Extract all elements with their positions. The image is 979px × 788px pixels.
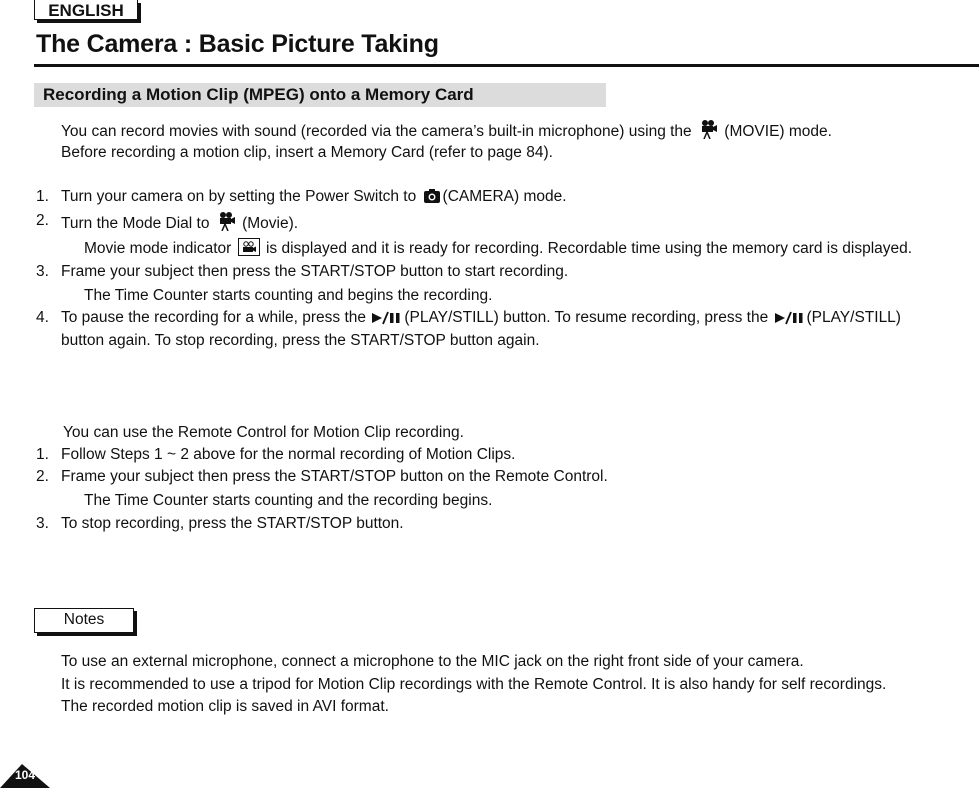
language-badge: ENGLISH [34, 0, 138, 20]
note-3: The recorded motion clip is saved in AVI format. [61, 698, 389, 715]
movie-camera-icon [698, 119, 718, 145]
step-4-text: To pause the recording for a while, press the [61, 309, 367, 326]
step-1 [61, 187, 567, 210]
step-2-note-text-end: is displayed and it is ready for recording. Recordable time using the memory card is displayed. [265, 240, 913, 257]
intro-line-1 [61, 119, 832, 145]
step-3: Frame your subject then press the START/STOP button to start recording. [61, 263, 569, 280]
step-2-text-end: (Movie). [242, 215, 299, 232]
step-3-note: The Time Counter starts counting and begins the recording. [84, 287, 493, 304]
camera-icon [423, 188, 441, 210]
step-2-note-text: Movie mode indicator [84, 240, 232, 257]
remote-step-1: Follow Steps 1 ~ 2 above for the normal recording of Motion Clips. [61, 446, 516, 463]
step-number: 2. [36, 212, 49, 229]
remote-step-3: To stop recording, press the START/STOP button. [61, 515, 404, 532]
title-rule [34, 64, 979, 67]
step-number: 3. [36, 515, 49, 532]
remote-intro: You can use the Remote Control for Motion Clip recording. [63, 424, 464, 441]
step-number: 2. [36, 468, 49, 485]
remote-step-2: Frame your subject then press the START/STOP button on the Remote Control. [61, 468, 608, 485]
note-1: To use an external microphone, connect a microphone to the MIC jack on the right front side of your camera. [61, 653, 804, 670]
notes-label: Notes [34, 608, 134, 633]
play-pause-icon [372, 311, 402, 331]
intro-line-2: Before recording a motion clip, insert a Memory Card (refer to page 84). [61, 144, 553, 161]
step-4 [61, 308, 901, 331]
step-1-text-end: (CAMERA) mode. [442, 188, 567, 205]
step-2 [61, 211, 298, 237]
intro-text-end: (MOVIE) mode. [724, 123, 832, 140]
section-title: Recording a Motion Clip (MPEG) onto a Memory Card [43, 85, 474, 104]
movie-camera-icon [216, 211, 236, 237]
step-2-text: Turn the Mode Dial to [61, 215, 210, 232]
note-2: It is recommended to use a tripod for Motion Clip recordings with the Remote Control. It is also handy for self recordings. [61, 676, 887, 693]
step-4-text-mid: (PLAY/STILL) button. To resume recording, press the [404, 309, 769, 326]
page-number: 104 [14, 768, 36, 782]
step-4-line-2: button again. To stop recording, press the START/STOP button again. [61, 332, 540, 349]
page-title: The Camera : Basic Picture Taking [36, 30, 439, 58]
step-number: 4. [36, 309, 49, 326]
step-4-text-end: (PLAY/STILL) [806, 309, 901, 326]
intro-text: You can record movies with sound (recorded via the camera’s built-in microphone) using the [61, 123, 692, 140]
step-number: 3. [36, 263, 49, 280]
movie-mode-indicator-icon [238, 238, 260, 262]
step-number: 1. [36, 188, 49, 205]
play-pause-icon [775, 311, 805, 331]
step-1-text: Turn your camera on by setting the Power Switch to [61, 188, 417, 205]
step-2-note [84, 238, 912, 262]
remote-step-2-note: The Time Counter starts counting and the recording begins. [84, 492, 493, 509]
step-number: 1. [36, 446, 49, 463]
